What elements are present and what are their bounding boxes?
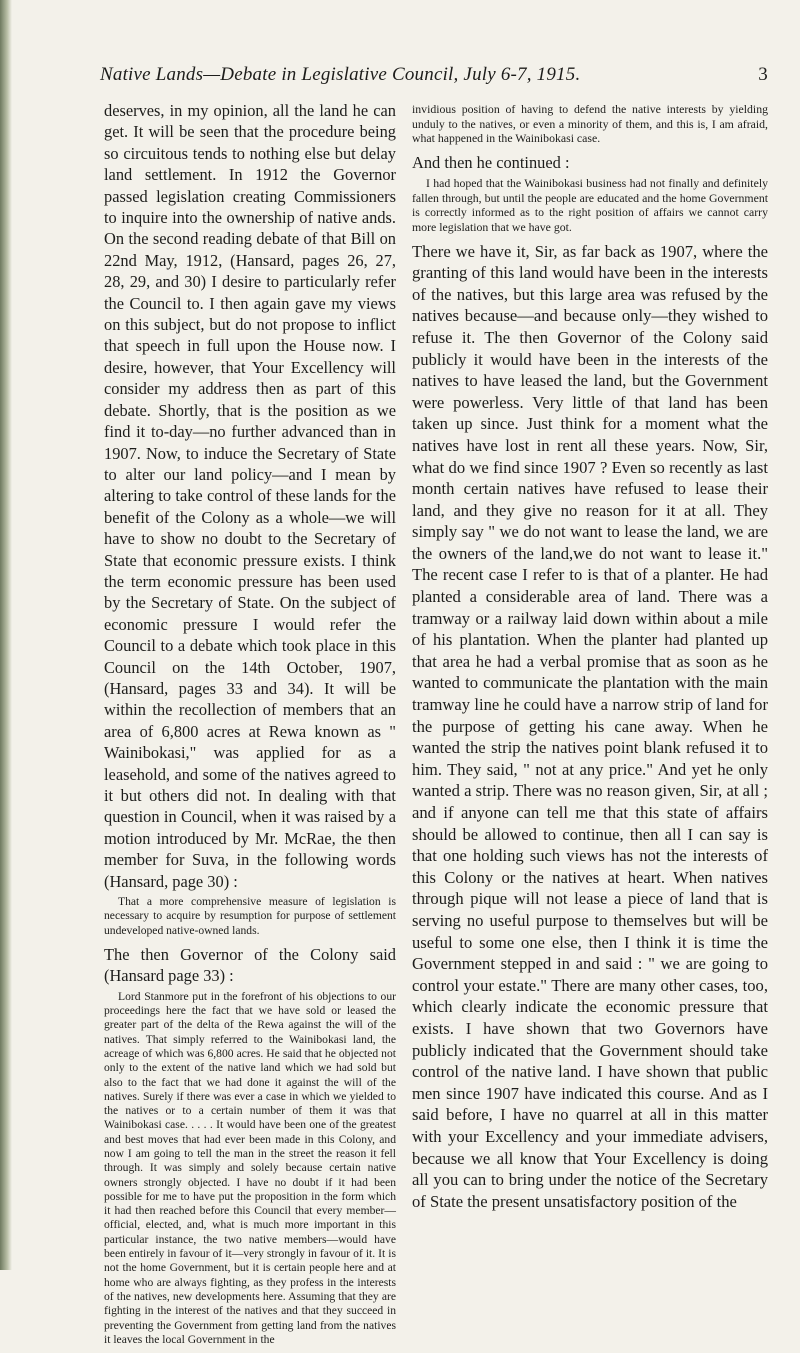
left-column <box>104 100 396 1353</box>
right-column <box>412 100 768 1215</box>
body-paragraph: The then Governor of the Colony said (Hansard page 33) : <box>104 944 396 986</box>
running-header <box>100 64 790 86</box>
block-quote-continued: invidious position of having to defend the native interests by yielding unduly to the natives, or even a minority of them, and this is, I am afraid, what happened in the Wainibokasi case. <box>412 102 768 146</box>
page-number: 3 <box>758 64 768 85</box>
block-quote: I had hoped that the Wainibokasi business had not finally and definitely fallen through, but until the people are educated and the home Government is correctly informed as to the right position of affairs we cannot carry more legislation that we have got. <box>412 176 768 234</box>
body-paragraph: deserves, in my opinion, all the land he can get. It will be seen that the procedure being so circuitous tends to nothing else but delay land settlement. In 1912 the Governor passed legislation creating Commissioners to inquire into the ownership of native ands. On the second reading debate of that Bill on 22nd May, 1912, (Hansard, pages 26, 27, 28, 29, and 30) I desire to particularly refer the Council to. I then again gave my views on this subject, but do not propose to inflict that speech in full upon the House now. I desire, however, that Your Excellency will consider my address then as part of this debate. Shortly, that is the position as we find it to-day—no further advanced than in 1907. Now, to induce the Secretary of State to alter our land policy—and I mean by altering to take control of these lands for the benefit of the Colony as a whole—we will have to show no doubt to the Secretary of State that economic pressure exists. I think the term economic pressure has been used by the Secretary of State. On the subject of economic pressure I would refer the Council to a debate which took place in this Council on the 14th October, 1907, (Hansard, pages 33 and 34). It will be within the recollection of members that an area of 6,800 acres at Rewa known as " Wainibokasi," was applied for as a leasehold, and some of the natives agreed to it but others did not. In dealing with that question in Council, when it was raised by a motion introduced by Mr. McRae, the then member for Suva, in the following words (Hansard, page 30) : <box>104 101 396 891</box>
block-quote: That a more comprehensive measure of legislation is necessary to acquire by resumption for purpose of settlement undeveloped native-owned lands. <box>104 895 396 937</box>
running-title: Native Lands—Debate in Legislative Council, July 6-7, 1915. <box>100 64 581 85</box>
page-edge-shadow <box>0 0 12 1270</box>
block-quote: Lord Stanmore put in the forefront of his objections to our proceedings here the fact that we have sold or leased the greater part of the delta of the Rewa against the will of the natives. That simply referred to the Wainibokasi land, the acreage of which was 6,800 acres. He said that he objected not only to the extent of the native land which we had sold but also to the fact that we had done it against the will of the natives. Surely if there was ever a case in which we yielded to the natives or to a certain number of them it was that Wainibokasi case. . . . . It would have been one of the greatest and best moves that had ever been made in this Colony, and now I am going to tell the man in the street the reason it fell through. It was simply and solely because certain native owners strongly objected. I have no doubt if it had been possible for me to have put the proposition in the form which it had then reached before this Council that every member—official, elected, and, what is much more important in this particular instance, the two native members—would have been entirely in favour of it—very strongly in favour of it. It is not the home Government, but it is certain people here and at home who are always fighting, as they profess in the interests of the natives, new developments here. Assuming that they are fighting in the interest of the natives and that they succeed in preventing the Government from getting land from the natives it leaves the local Government in the <box>104 989 396 1346</box>
body-paragraph: There we have it, Sir, as far back as 1907, where the granting of this land would have been in the interests of the natives, but this large area was refused by the natives because—and because only—they wished to refuse it. The then Governor of the Colony said publicly it would have been in the interests of the natives to have leased the land, but the Government were powerless. Very little of that land has been taken up since. Just think for a moment what the natives have lost in rent all these years. Now, Sir, what do we find since 1907 ? Even so recently as last month certain natives have refused to lease their land, and they give no reason for it at all. They simply say " we do not want to lease the land, we are the owners of the land,we do not want to lease it." The recent case I refer to is that of a planter. He had planted a considerable area of land. There was a tramway or a railway laid down within about a mile of his plantation. When the planter had planted up that area he had a verbal promise that as soon as he wanted to communicate the plantation with the main tramway line he could have a narrow strip of land for the purpose of getting his cane away. When he wanted the strip the natives point blank refused it to him. They said, " not at any price." And yet he only wanted a strip. There was no reason given, Sir, at all ; and if anyone can tell me that this state of affairs should be allowed to continue, then all I can say is that one holding such views has not the interests of this Colony or the natives at heart. When natives through pique will not lease a piece of land that is serving no useful purpose to themselves but will be useful to some one else, then I think it is time the Government stepped in and said : " we are going to control your estate." There are many other cases, too, which clearly indicate the economic pressure that exists. I have shown that two Governors have publicly indicated that the Government should take control of the native land. I have shown that public men since 1907 have indicated this course. And as I said before, I have no quarrel at all in this matter with your Excellency and your immediate advisers, because we all know that Your Excellency is doing all you can to bring under the notice of the Secretary of State the present unsatisfactory position of the <box>412 241 768 1211</box>
lead-in-line: And then he continued : <box>412 152 570 172</box>
